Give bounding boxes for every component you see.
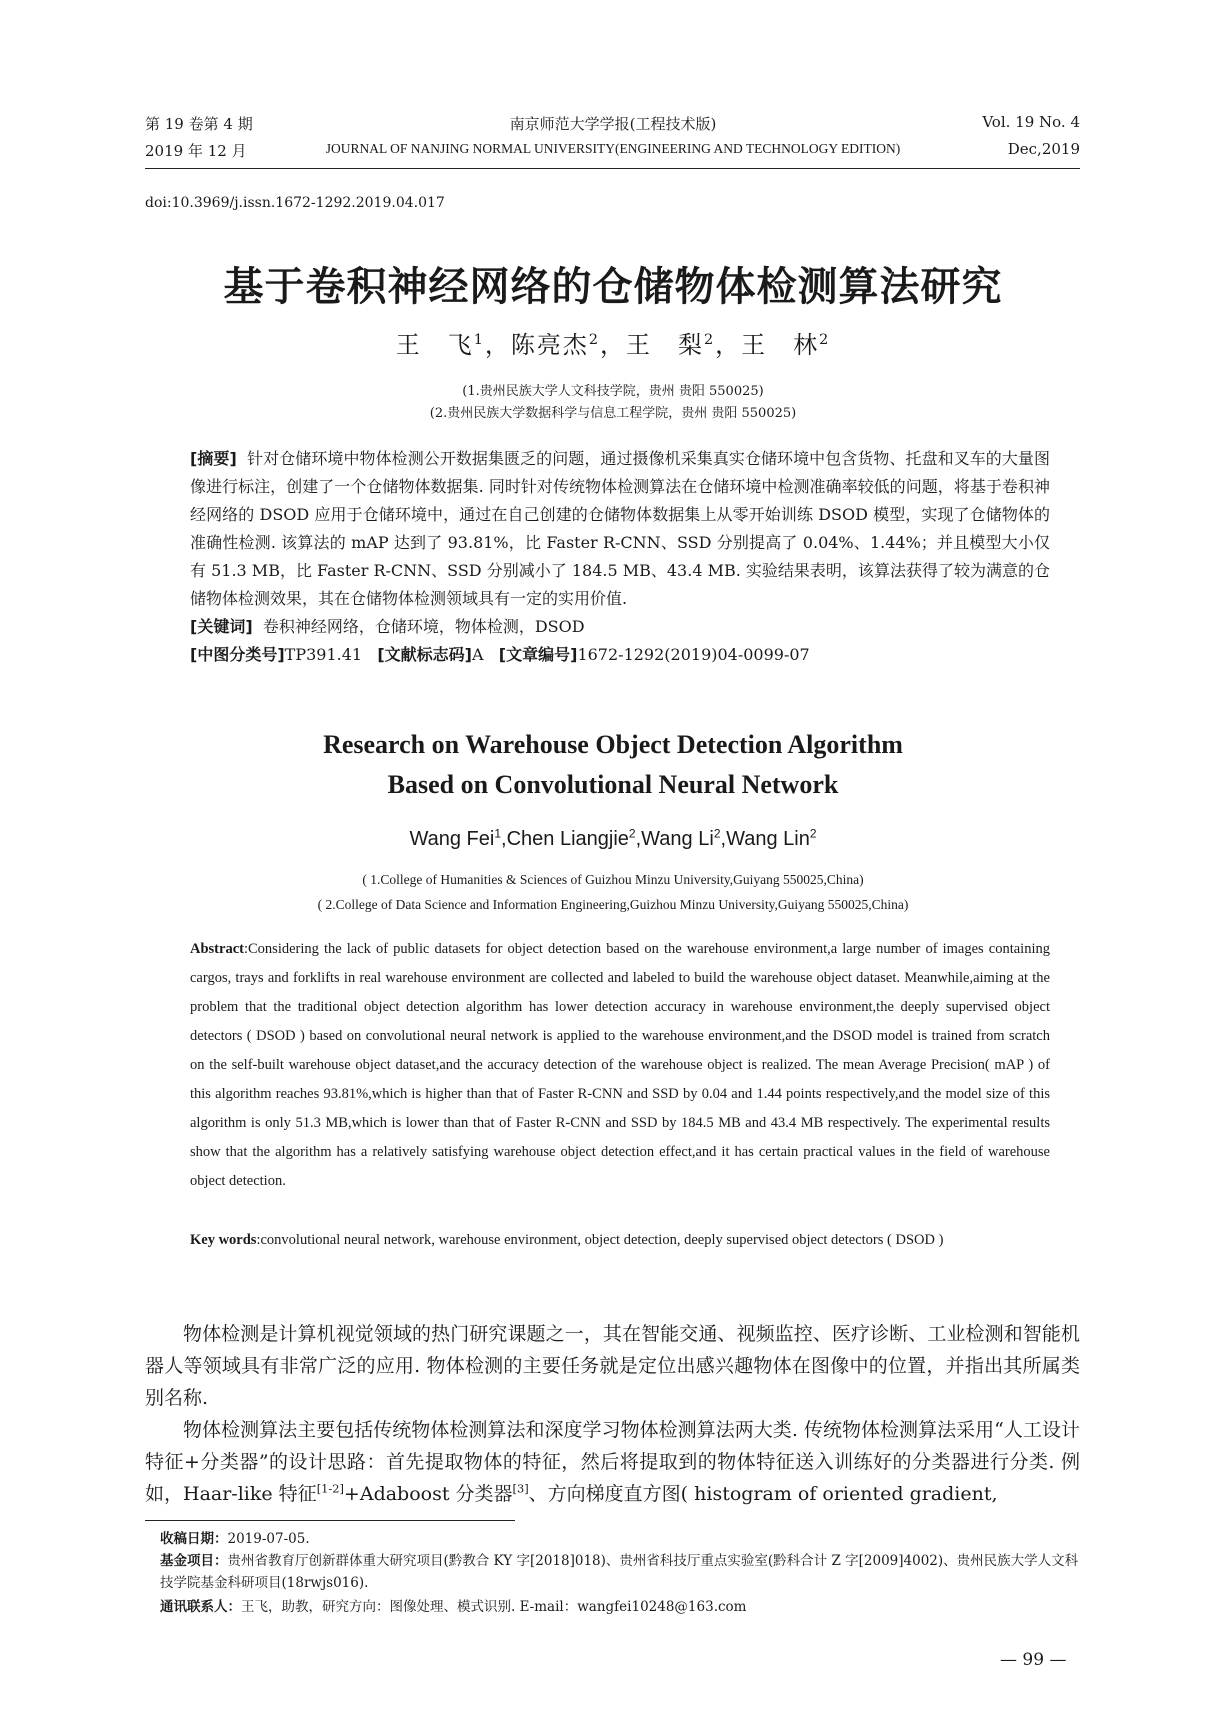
body-paragraph-2-text: 、方向梯度直方图( histogram of oriented gradient, <box>528 1483 998 1505</box>
en-keywords-label: Key words <box>190 1232 257 1248</box>
en-authors: Wang Fei$^1$,Chen Liangjie$^2$,Wang Li$^2$,Wang Lin$^2$ <box>409 826 817 850</box>
cn-affiliation-2: (2.贵州民族大学数据科学与信息工程学院，贵州 贵阳 550025) <box>429 406 797 421</box>
en-author: Wang Li <box>641 828 714 850</box>
cn-articleno-label: [文章编号] <box>498 645 578 664</box>
cn-keywords-text: 卷积神经网络，仓储环境，物体检测，DSOD <box>262 617 585 636</box>
en-title-line-1: Research on Warehouse Object Detection Algorithm <box>323 730 903 759</box>
footnote-contact <box>160 1596 1080 1618</box>
cn-clc-label: [中图分类号] <box>190 645 285 664</box>
body-paragraph-1: 物体检测是计算机视觉领域的热门研究课题之一，其在智能交通、视频监控、医疗诊断、工业检测和智能机器人等领域具有非常广泛的应用. 物体检测的主要任务就是定位出感兴趣物体在图像中的位置，并指出其所属类别名称. <box>145 1323 1080 1409</box>
cn-author-sep: ， <box>600 331 626 359</box>
cn-authors <box>0 325 1226 360</box>
cn-affiliation-1: (1.贵州民族大学人文科技学院，贵州 贵阳 550025) <box>462 384 764 399</box>
cn-keywords <box>190 613 1050 641</box>
en-abstract-text: Considering the lack of public datasets for object detection based on the warehouse environment,a large number of images containing cargos, trays and forklifts in real warehouse environment are collected and labeled to build the warehouse object dataset. Meanwhile,aiming at the problem that the traditional object detection algorithm has lower detection accuracy in warehouse environment,the deeply supervised object detectors ( DSOD ) based on convolutional neural network is applied to the warehouse environment,and the DSOD model is trained from scratch on the self-built warehouse object dataset,and the accuracy detection of the warehouse object is realized. The mean Average Precision( mAP ) of this algorithm reaches 93.81%,which is higher than that of Faster R-CNN and SSD by 0.04 and 1.44 points respectively,and the model size of this algorithm is only 51.3 MB,which is lower than that of Faster R-CNN and SSD by 184.5 MB and 43.4 MB respectively. The experimental results show that the algorithm has a relatively satisfying warehouse object detection effect,and it has certain practical values in the field of warehouse object detection. <box>190 941 1050 1189</box>
cn-classification <box>190 641 1050 669</box>
en-abstract: Abstract:Considering the lack of public datasets for object detection based on the warehouse environment,a large number of images containing cargos, trays and forklifts in real warehouse environment are collected and labeled to build the warehouse object dataset. Meanwhile,aiming at the problem that the traditional object detection algorithm has lower detection accuracy in warehouse environment,the deeply supervised object detectors ( DSOD ) based on convolutional neural network is applied to the warehouse environment,and the DSOD model is trained from scratch on the self-built warehouse object dataset,and the accuracy detection of the warehouse object is realized. The mean Average Precision( mAP ) of this algorithm reaches 93.81%,which is higher than that of Faster R-CNN and SSD by 0.04 and 1.44 points respectively,and the model size of this algorithm is only 51.3 MB,which is lower than that of Faster R-CNN and SSD by 184.5 MB and 43.4 MB respectively. The experimental results show that the algorithm has a relatively satisfying warehouse object detection effect,and it has certain practical values in the field of warehouse object detection. <box>190 941 1050 1189</box>
cn-abstract-label: [摘要] <box>190 449 237 468</box>
cn-author: 王 飞 <box>395 331 474 359</box>
en-author: Chen Liangjie <box>506 828 629 850</box>
footnote-received-label: 收稿日期： <box>160 1531 228 1547</box>
en-keywords: Key words:convolutional neural network, warehouse environment, object detection, deeply supervised object detectors ( DSOD ) <box>190 1232 944 1248</box>
body-paragraph-2-text: 物体检测算法主要包括传统物体检测算法和深度学习物体检测算法两大类. 传统物体检测算法采用“人工设计特征+分类器”的设计思路：首先提取物体的特征，然后将提取到的物体特征送入训练好的分类器进行分类. 例如，Haar-like 特征 <box>145 1419 1080 1505</box>
en-author-affil-mark: 2 <box>809 826 817 841</box>
footnote-contact-label: 通讯联系人： <box>160 1599 241 1615</box>
footnote-received-text: 2019-07-05. <box>227 1531 310 1547</box>
footnote-fund-label: 基金项目： <box>160 1553 228 1569</box>
cn-author-affil-mark: 1 <box>473 332 485 348</box>
cn-author: 陈亮杰 <box>510 331 589 359</box>
doi: doi:10.3969/j.issn.1672-1292.2019.04.017 <box>145 195 445 211</box>
header-journal-en: JOURNAL OF NANJING NORMAL UNIVERSITY(ENGINEERING AND TECHNOLOGY EDITION) <box>325 141 901 156</box>
cn-doccode: A <box>471 645 484 664</box>
footnote-rule <box>145 1520 515 1521</box>
en-author-affil-mark: 2 <box>713 826 721 841</box>
cn-abstract <box>190 445 1050 613</box>
en-affiliation-2: ( 2.College of Data Science and Information Engineering,Guizhou Minzu University,Guiyang 550025,China) <box>317 897 909 912</box>
header-journal-cn: 南京师范大学学报(工程技术版) <box>509 115 717 133</box>
citation-ref[interactable]: [1-2] <box>316 1481 344 1496</box>
header-volume-en: Vol. 19 No. 4 <box>982 113 1080 131</box>
cn-author: 王 林 <box>741 331 820 359</box>
en-abstract-label: Abstract <box>190 941 244 957</box>
body-paragraph-2 <box>145 1414 1080 1510</box>
header-date-en: Dec,2019 <box>1007 140 1080 158</box>
cn-author-sep: ， <box>484 331 511 359</box>
body-paragraph-2-text: +Adaboost 分类器 <box>343 1483 513 1505</box>
en-affiliation-1: ( 1.College of Humanities & Sciences of Guizhou Minzu University,Guiyang 550025,China) <box>362 872 864 887</box>
cn-articleno: 1672-1292(2019)04-0099-07 <box>577 645 810 664</box>
cn-keywords-label: [关键词] <box>190 617 253 636</box>
footnote-fund-text: 贵州省教育厅创新群体重大研究项目(黔教合 KY 字[2018]018)、贵州省科技厅重点实验室(黔科合计 Z 字[2009]4002)、贵州民族大学人文科技学院基金科研项目(18rwjs016). <box>160 1553 1079 1591</box>
cn-author-sep: ， <box>715 331 742 359</box>
en-author: Wang Fei <box>409 828 495 850</box>
cn-author-affil-mark: 2 <box>588 332 600 348</box>
cn-title: 基于卷积神经网络的仓储物体检测算法研究 <box>223 264 1003 310</box>
en-author-affil-mark: 1 <box>494 826 502 841</box>
footnote-contact-text: 王飞，助教，研究方向：图像处理、模式识别. E-mail：wangfei10248@163.com <box>241 1599 747 1615</box>
cn-abstract-text: 针对仓储环境中物体检测公开数据集匮乏的问题，通过摄像机采集真实仓储环境中包含货物、托盘和叉车的大量图像进行标注，创建了一个仓储物体数据集. 同时针对传统物体检测算法在仓储环境中检测准确率较低的问题，将基于卷积神经网络的 DSOD 应用于仓储环境中，通过在自己创建的仓储物体数据集上从零开始训练 DSOD 模型，实现了仓储物体的准确性检测. 该算法的 mAP 达到了 93.81%，比 Faster R-CNN、SSD 分别提高了 0.04%、1.44%；并且模型大小仅有 51.3 MB，比 Faster R-CNN、SSD 分别减小了 184.5 MB、43.4 MB. 实验结果表明，该算法获得了较为满意的仓储物体检测效果，其在仓储物体检测领域具有一定的实用价值. <box>190 449 1050 608</box>
page-number: — 99 — <box>1000 1650 1067 1670</box>
en-author: Wang Lin <box>726 828 810 850</box>
cn-author: 王 梨 <box>626 331 704 359</box>
en-title-line-2: Based on Convolutional Neural Network <box>387 770 839 799</box>
footnote-received <box>160 1528 1080 1550</box>
header-date-cn: 2019 年 12 月 <box>145 142 247 160</box>
en-keywords-text: convolutional neural network, warehouse environment, object detection, deeply supervised object detectors ( DSOD ) <box>260 1232 944 1248</box>
en-author-affil-mark: 2 <box>628 826 636 841</box>
citation-ref[interactable]: [3] <box>512 1481 529 1496</box>
footnote-fund <box>160 1550 1080 1594</box>
header-rule <box>145 168 1080 169</box>
cn-doccode-label: [文献标志码] <box>377 645 472 664</box>
header-volume-cn: 第 19 卷第 4 期 <box>145 115 253 133</box>
cn-clc: TP391.41 <box>284 645 363 664</box>
cn-author-affil-mark: 2 <box>819 332 831 348</box>
cn-author-affil-mark: 2 <box>704 332 716 348</box>
